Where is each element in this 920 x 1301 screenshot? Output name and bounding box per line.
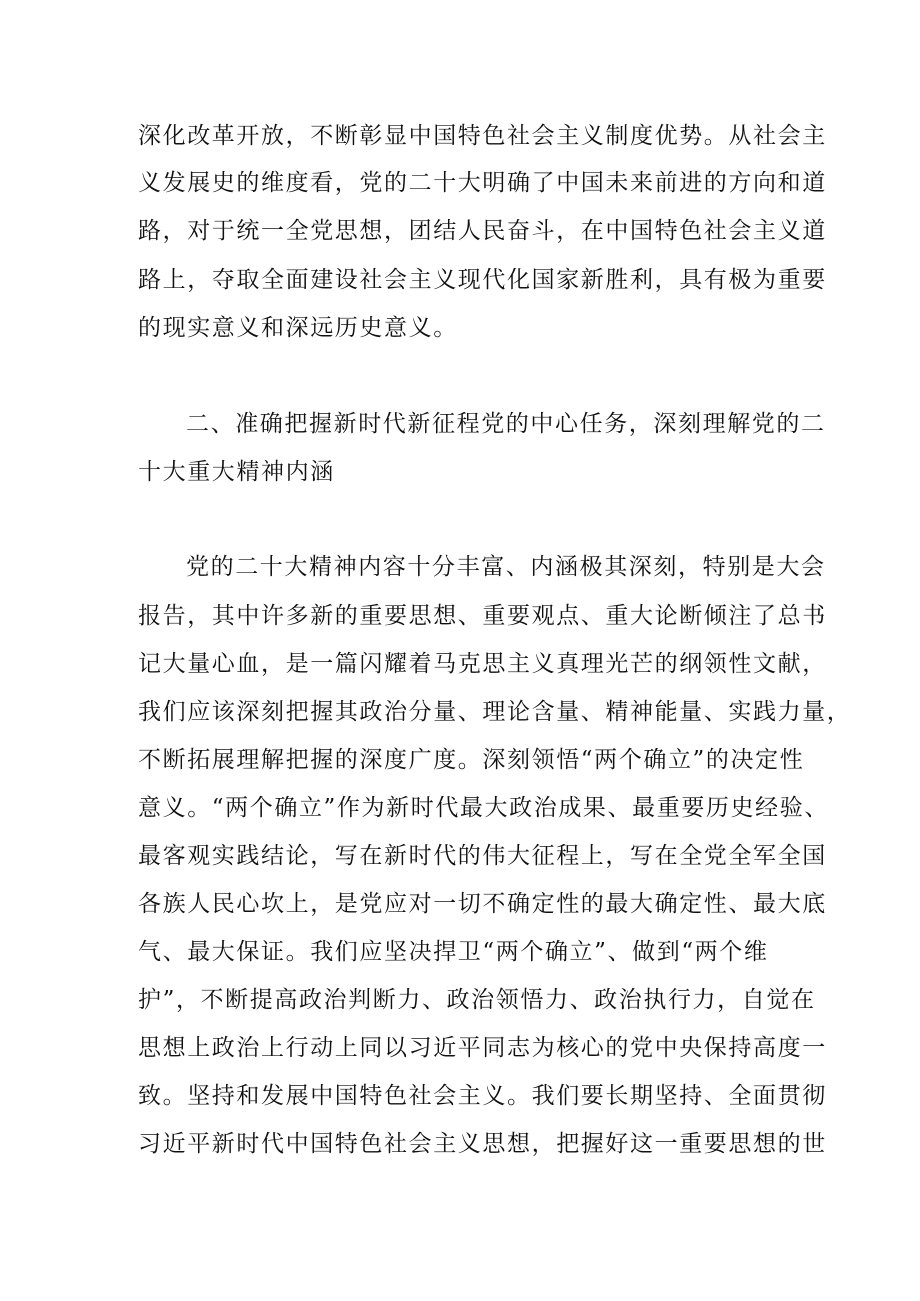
paragraph-3-line: 报告，其中许多新的重要思想、重要观点、重大论断倾注了总书 (138, 603, 827, 629)
paragraph-3-line: 护”，不断提高政治判断力、政治领悟力、政治执行力，自觉在 (138, 987, 816, 1013)
paragraph-3-line: 党的二十大精神内容十分丰富、内涵极其深刻，特别是大会 (186, 554, 826, 580)
paragraph-3-line: 记大量心血，是一篇闪耀着马克思主义真理光芒的纲领性文献， (138, 651, 827, 677)
section-heading-line: 十大重大精神内涵 (138, 459, 335, 485)
paragraph-3-line: 各族人民心坎上，是党应对一切不确定性的最大确定性、最大底 (138, 891, 827, 917)
paragraph-1-line: 路，对于统一全党思想，团结人民奋斗，在中国特色社会主义道 (138, 218, 827, 244)
section-heading-line: 二、准确把握新时代新征程党的中心任务，深刻理解党的二 (186, 411, 826, 437)
paragraph-3-line: 我们应该深刻把握其政治分量、理论含量、精神能量、实践力量， (138, 699, 852, 725)
paragraph-3-line: 不断拓展理解把握的深度广度。深刻领悟“两个确立”的决定性 (138, 747, 805, 773)
paragraph-1-line: 的现实意义和深远历史意义。 (138, 315, 458, 341)
paragraph-3-line: 思想上政治上行动上同以习近平同志为核心的党中央保持高度一 (138, 1035, 827, 1061)
paragraph-3-line: 最客观实践结论，写在新时代的伟大征程上，写在全党全军全国 (138, 843, 827, 869)
paragraph-1-line: 义发展史的维度看，党的二十大明确了中国未来前进的方向和道 (138, 170, 827, 196)
paragraph-3-line: 气、最大保证。我们应坚决捍卫“两个确立”、做到“两个维 (138, 939, 769, 965)
paragraph-1-line: 路上，夺取全面建设社会主义现代化国家新胜利，具有极为重要 (138, 267, 827, 293)
paragraph-3-line: 致。坚持和发展中国特色社会主义。我们要长期坚持、全面贯彻 (138, 1083, 827, 1109)
paragraph-3-line: 意义。“两个确立”作为新时代最大政治成果、最重要历史经验、 (138, 795, 829, 821)
paragraph-1-line: 深化改革开放，不断彰显中国特色社会主义制度优势。从社会主 (138, 123, 827, 149)
paragraph-3-line: 习近平新时代中国特色社会主义思想，把握好这一重要思想的世 (138, 1131, 827, 1157)
